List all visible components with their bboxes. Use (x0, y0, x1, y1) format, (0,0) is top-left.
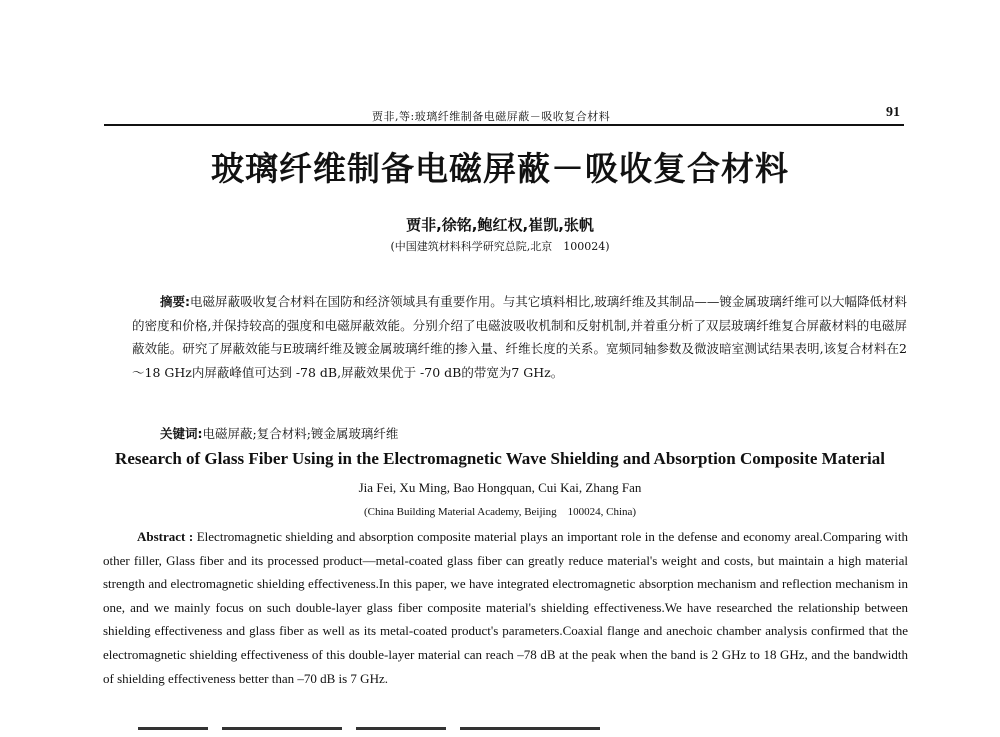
abstract-english-text: Electromagnetic shielding and absorption composite material plays an important role in the defense and economy areal.Comparing with other filler, Glass fiber and its processed product—metal-coated glass fiber can greatly reduce material's weight and costs, but maintain a high material strength and electromagnetic shielding effectiveness.In this paper, we have integrated electromagnetic absorption mechanism and reflection mechanism in one, and we mainly focus on such double-layer glass fiber composite material's shielding effectiveness.We have researched the relationship between shielding effectiveness and glass fiber as well as its metal-coated product's parameters.Coaxial flange and anechoic chamber analysis confirmed that the electromagnetic shielding effectiveness of this double-layer material can reach –78 dB at the peak when the band is 2 GHz to 18 GHz, and the bandwidth of shielding effectiveness better than –70 dB is 7 GHz. (103, 529, 908, 686)
keywords-chinese-label: 关键词: (160, 426, 203, 441)
affiliation-english: (China Building Material Academy, Beijing 100024, China) (363, 506, 637, 518)
affiliation-chinese: (中国建筑材料科学研究总院,北京 100024) (390, 240, 610, 253)
paper-title-english: Research of Glass Fiber Using in the Electromagnetic Wave Shielding and Absorption Composite Material (115, 449, 885, 468)
abstract-chinese-text: 电磁屏蔽吸收复合材料在国防和经济领域具有重要作用。与其它填料相比,玻璃纤维及其制品——镀金属玻璃纤维可以大幅降低材料的密度和价格,并保持较高的强度和电磁屏蔽效能。分别介绍了电磁波吸收机制和反射机制,并着重分析了双层玻璃纤维复合屏蔽材料的电磁屏蔽效能。研究了屏蔽效能与E玻璃纤维及镀金属玻璃纤维的掺入量、纤维长度的关系。宽频同轴参数及微波暗室测试结果表明,该复合材料在2～18 GHz内屏蔽峰值可达到 -78 dB,屏蔽效果优于 -70 dB的带宽为7 GHz。 (132, 294, 907, 380)
cut-off-text-line (138, 727, 698, 737)
running-title: 贾非,等:玻璃纤维制备电磁屏蔽－吸收复合材料 (372, 110, 611, 123)
authors-english: Jia Fei, Xu Ming, Bao Hongquan, Cui Kai, Zhang Fan (358, 480, 642, 495)
abstract-english-label: Abstract : (137, 529, 194, 544)
page-number: 91 (886, 105, 900, 120)
abstract-chinese-label: 摘要: (160, 294, 191, 309)
paper-title-chinese: 玻璃纤维制备电磁屏蔽－吸收复合材料 (211, 149, 789, 188)
running-header (104, 106, 904, 126)
keywords-chinese (160, 424, 398, 442)
abstract-english (103, 525, 908, 690)
keywords-chinese-text: 电磁屏蔽;复合材料;镀金属玻璃纤维 (202, 426, 399, 441)
abstract-chinese (132, 290, 907, 384)
authors-chinese: 贾非,徐铭,鲍红权,崔凯,张帆 (406, 216, 594, 234)
